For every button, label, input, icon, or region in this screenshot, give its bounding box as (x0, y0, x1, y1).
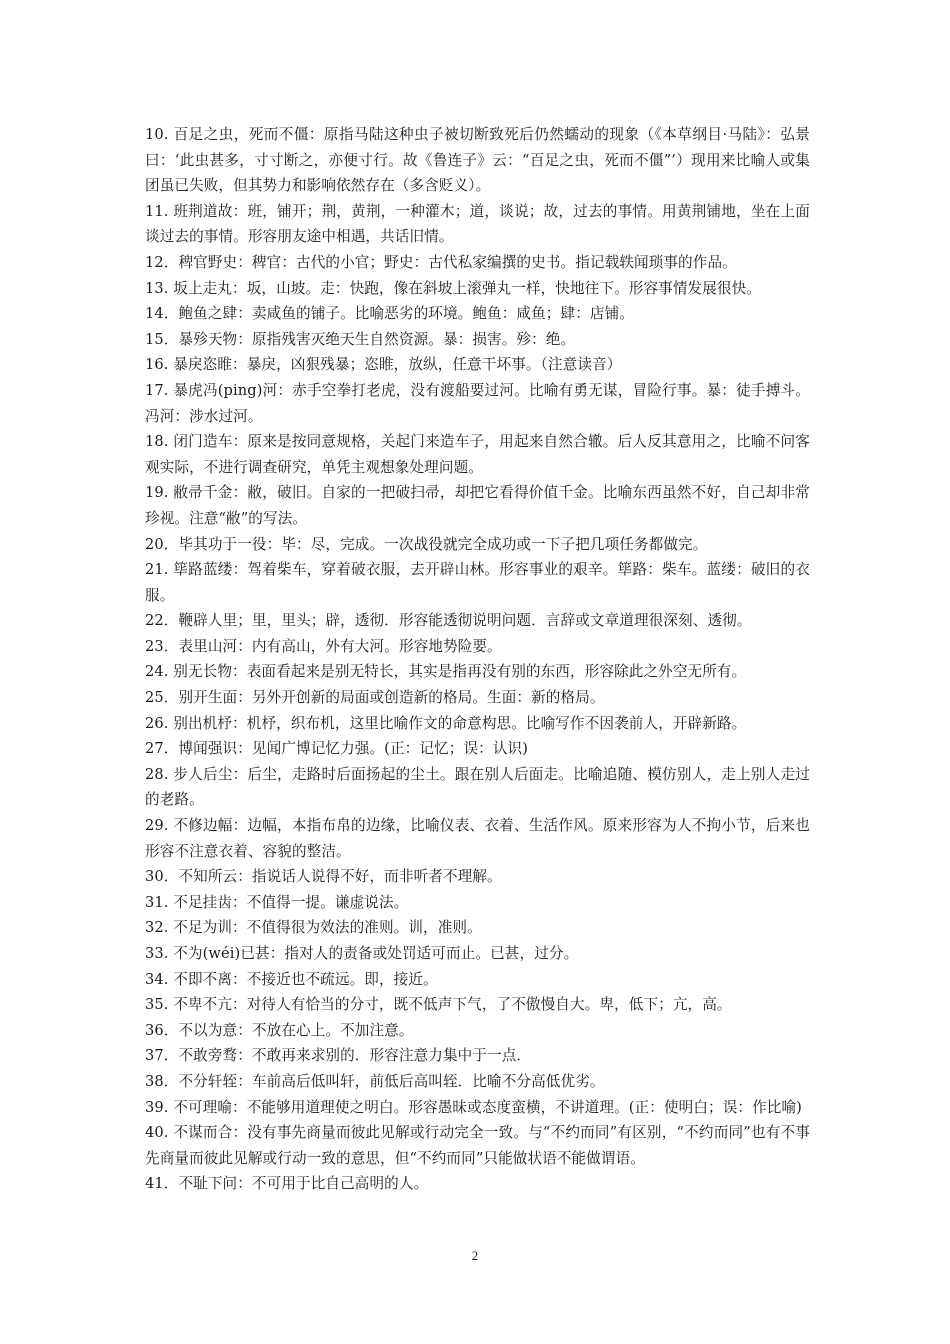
idiom-entry: 39. 不可理喻：不能够用道理使之明白。形容愚昧或态度蛮横，不讲道理。(正：使明白；误：作比喻) (145, 1098, 802, 1116)
idiom-entry: 23．表里山河：内有高山，外有大河。形容地势险要。 (145, 637, 502, 655)
idiom-entry: 31. 不足挂齿：不值得一提。谦虚说法。 (145, 893, 409, 911)
idiom-entry: 25．别开生面：另外开创新的局面或创造新的格局。生面：新的格局。 (145, 689, 605, 707)
idiom-entry: 11. 班荆道故：班，铺开；荆，黄荆，一种灌木；道，谈说；故，过去的事情。用黄荆铺地，坐在上面谈过去的事情。形容朋友途中相遇，共话旧情。 (145, 202, 810, 246)
idiom-list (145, 122, 810, 1197)
idiom-entry: 19. 敝帚千金：敝，破旧。自家的一把破扫帚，却把它看得价值千金。比喻东西虽然不好，自己却非常珍视。注意“敝”的写法。 (145, 484, 810, 527)
idiom-entry: 32. 不足为训：不值得很为效法的准则。训，准则。 (145, 919, 482, 937)
idiom-entry: 29. 不修边幅：边幅，本指布帛的边缘，比喻仪表、衣着、生活作风。原来形容为人不拘小节，后来也形容不注意衣着、容貌的整洁。 (145, 817, 810, 860)
idiom-entry: 16. 暴戾恣睢：暴戾，凶狠残暴；恣睢，放纵，任意干坏事。（注意读音） (145, 356, 622, 374)
idiom-entry: 24. 别无长物：表面看起来是别无特长，其实是指再没有别的东西，形容除此之外空无所有。 (145, 663, 747, 681)
idiom-entry: 33. 不为(wéi)已甚：指对人的责备或处罚适可而止。已甚，过分。 (145, 945, 579, 962)
idiom-entry: 21. 筚路蓝缕：驾着柴车，穿着破衣服，去开辟山林。形容事业的艰辛。筚路：柴车。蓝缕：破旧的衣服。 (145, 561, 810, 604)
idiom-entry: 28. 步人后尘：后尘，走路时后面扬起的尘土。跟在别人后面走。比喻追随、模仿别人，走上别人走过的老路。 (145, 765, 810, 809)
page-number: 2 (471, 1248, 479, 1263)
idiom-entry: 14．鲍鱼之肆：卖咸鱼的铺子。比喻恶劣的环境。鲍鱼：咸鱼；肆：店铺。 (145, 305, 634, 323)
idiom-entry: 37．不敢旁骛：不敢再来求别的．形容注意力集中于一点． (145, 1047, 532, 1065)
idiom-entry: 22．鞭辟人里；里，里头；辟，透彻．形容能透彻说明问题．言辞或文章道理很深刻、透彻。 (145, 612, 752, 630)
idiom-entry: 18. 闭门造车：原来是按同意规格，关起门来造车子，用起来自然合辙。后人反其意用之，比喻不问客观实际，不进行调查研究，单凭主观想象处理问题。 (145, 433, 810, 476)
idiom-entry: 40. 不谋而合：没有事先商量而彼此见解或行动完全一致。与“不约而同”有区别，“不约而同”也有不事先商量而彼此见解或行动一致的意思，但“不约而同”只能做状语不能做谓语。 (145, 1124, 810, 1167)
idiom-entry: 15．暴殄天物：原指残害灭绝天生自然资源。暴：损害。殄：绝。 (145, 330, 576, 348)
idiom-entry: 34. 不即不离：不接近也不疏远。即，接近。 (145, 970, 438, 988)
idiom-entry: 27．博闻强识：见闻广博记忆力强。(正：记忆；误：认识) (145, 740, 529, 758)
idiom-entry: 30．不知所云：指说话人说得不好，而非听者不理解。 (145, 868, 502, 886)
idiom-entry: 38．不分轩轾：车前高后低叫轩，前低后高叫轾．比喻不分高低优劣。 (145, 1072, 605, 1090)
idiom-entry: 20．毕其功于一役：毕：尽，完成。一次战役就完全成功或一下子把几项任务都做完。 (145, 535, 708, 553)
idiom-entry: 10. 百足之虫，死而不僵：原指马陆这种虫子被切断致死后仍然蠕动的现象（《本草纲目·马陆》：弘景曰：‘此虫甚多，寸寸断之，亦便寸行。故《鲁连子》云：“百足之虫，死而不僵”’）现用来比喻人或集团虽已失败，但其势力和影响依然存在（多含贬义）。 (145, 126, 810, 195)
idiom-entry: 41．不耻下问：不可用于比自己高明的人。 (145, 1175, 429, 1193)
idiom-entry: 36．不以为意：不放在心上。不加注意。 (145, 1021, 414, 1039)
idiom-entry: 26. 别出机杼：机杼，织布机，这里比喻作文的命意构思。比喻写作不因袭前人，开辟新路。 (145, 714, 747, 732)
idiom-entry: 13. 坂上走丸：坂，山坡。走：快跑，像在斜坡上滚弹丸一样，快地往下。形容事情发展很快。 (145, 279, 762, 297)
idiom-entry: 17. 暴虎冯(ping)河：赤手空拳打老虎，没有渡船要过河。比喻有勇无谋，冒险行事。暴：徒手搏斗。冯河：涉水过河。 (145, 381, 810, 425)
idiom-entry: 35. 不卑不亢：对待人有恰当的分寸，既不低声下气，了不傲慢自大。卑，低下；亢，高。 (145, 996, 732, 1014)
idiom-entry: 12．稗官野史：稗官：古代的小官；野史：古代私家编撰的史书。指记载轶闻琐事的作品。 (145, 253, 737, 271)
